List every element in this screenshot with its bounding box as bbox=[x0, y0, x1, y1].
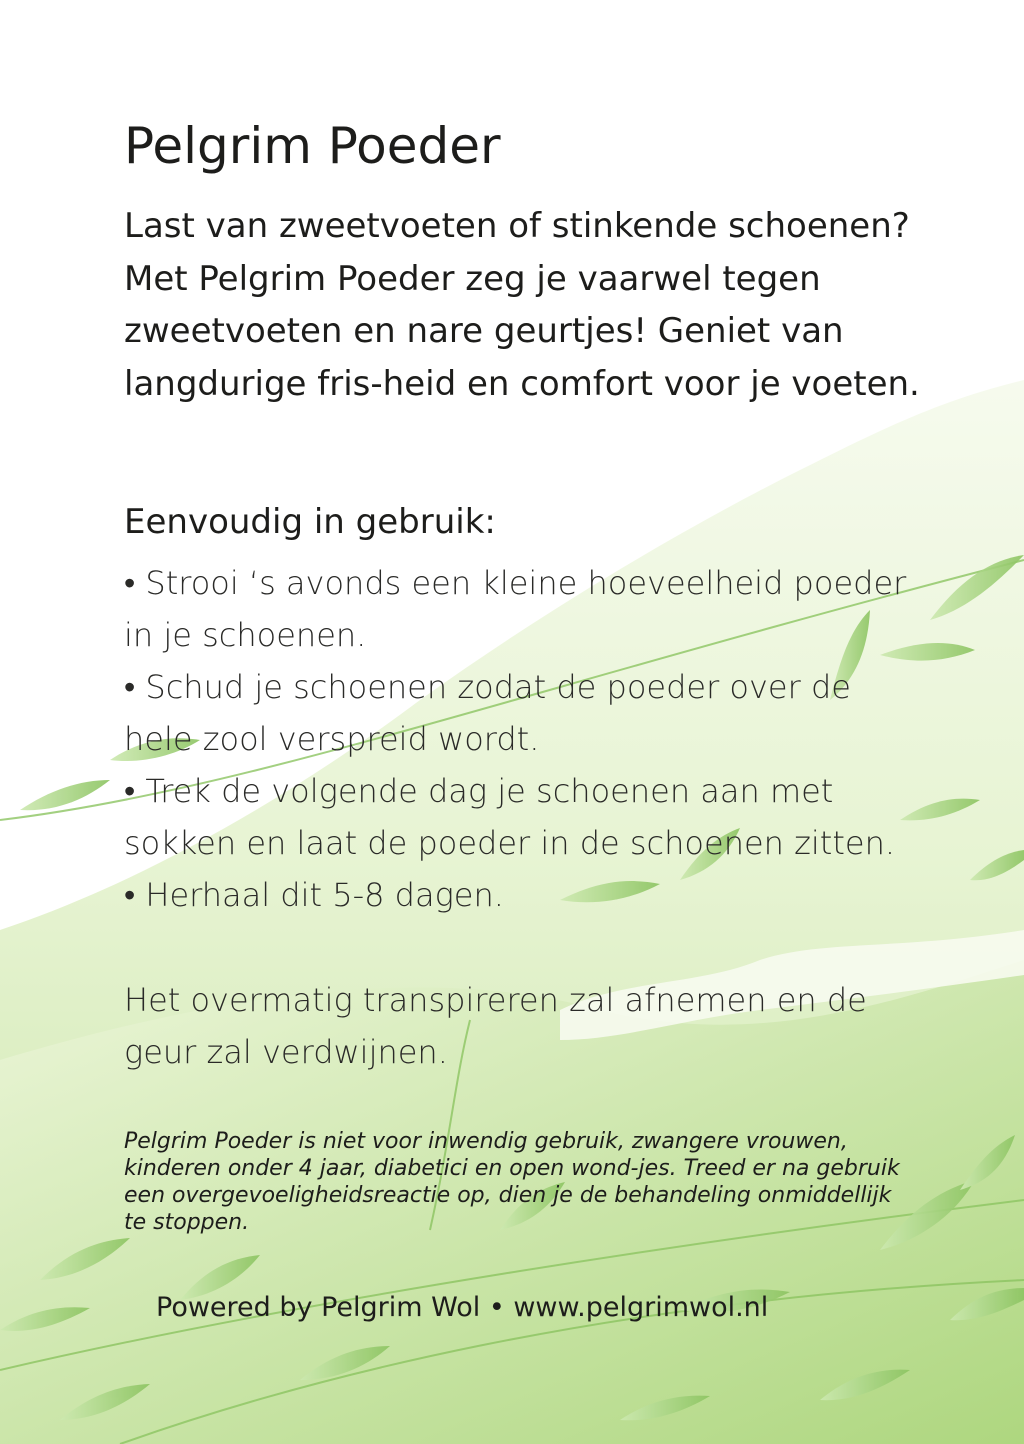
intro-paragraph: Last van zweetvoeten of stinkende schoenen? Met Pelgrim Poeder zeg je vaarwel tegen zweetvoeten en nare geurtjes! Geniet van langdurige fris-heid en comfort voor je voeten. bbox=[124, 206, 920, 404]
list-item: • Herhaal dit 5-8 dagen. bbox=[124, 876, 504, 914]
list-item: • Strooi ‘s avonds een kleine hoeveelheid poeder in je schoenen. bbox=[124, 564, 907, 654]
page-title: Pelgrim Poeder bbox=[124, 117, 501, 175]
result-paragraph: Het overmatig transpireren zal afnemen en de geur zal verdwijnen. bbox=[124, 981, 867, 1071]
usage-steps-list bbox=[124, 557, 924, 921]
list-item: • Schud je schoenen zodat de poeder over de hele zool verspreid wordt. bbox=[124, 668, 851, 758]
disclaimer-text: Pelgrim Poeder is niet voor inwendig gebruik, zwangere vrouwen, kinderen onder 4 jaar, diabetici en open wond-jes. Treed er na gebruik een overgevoeligheidsreactie op, dien je de behandeling onmiddellijk te stoppen. bbox=[124, 1129, 900, 1235]
list-item: • Trek de volgende dag je schoenen aan met sokken en laat de poeder in de schoenen zitten. bbox=[124, 772, 896, 862]
footer-credit: Powered by Pelgrim Wol • www.pelgrimwol.nl bbox=[156, 1292, 769, 1323]
usage-heading: Eenvoudig in gebruik: bbox=[124, 502, 496, 542]
